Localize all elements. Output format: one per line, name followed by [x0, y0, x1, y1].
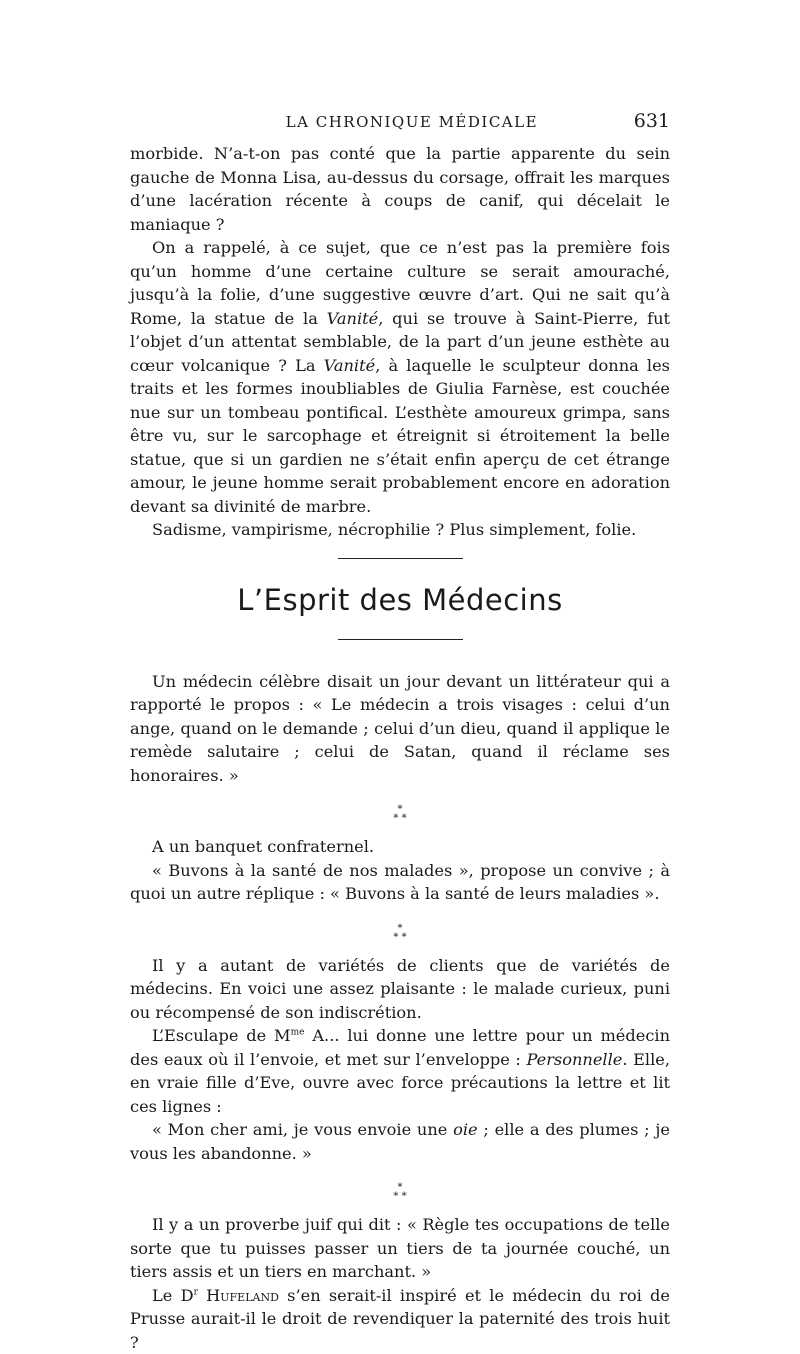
section-heading: L’Esprit des Médecins [130, 583, 670, 617]
asterism: * * * [130, 1183, 670, 1201]
small-caps-name: Hufeland [206, 1286, 279, 1305]
italic-word: Personnelle [526, 1050, 622, 1069]
running-title: LA CHRONIQUE MÉDICALE [130, 113, 634, 131]
text-run: ; elle a des plumes ; je vous les abandonne. » [130, 1120, 670, 1163]
text-run: A... lui donne une lettre pour un médecin des eaux où il l’envoie, et met sur l’enveloppe : [130, 1026, 670, 1069]
divider-rule [338, 639, 463, 640]
asterism: * * * [130, 805, 670, 823]
paragraph: morbide. N’a-t-on pas conté que la partie apparente du sein gauche de Monna Lisa, au-dessus du corsage, offrait les marques d’une lacération récente à coups de canif, qui décelait le maniaque ? [130, 142, 670, 236]
paragraph: Il y a autant de variétés de clients que de variétés de médecins. En voici une assez plaisante : le malade curieux, puni ou récompensé de son indiscrétion. [130, 954, 670, 1025]
paragraph: Il y a un proverbe juif qui dit : « Règle tes occupations de telle sorte que tu puisses passer un tiers de ta journée couché, un tiers assis et un tiers en marchant. » [130, 1213, 670, 1284]
running-header [130, 110, 670, 132]
superscript: r [194, 1287, 198, 1297]
paragraph: Un médecin célèbre disait un jour devant un littérateur qui a rapporté le propos : « Le médecin a trois visages : celui d’un ange, quand on le demande ; celui d’un dieu, quand il applique le remède salutaire ; celui de Satan, quand il réclame ses honoraires. » [130, 670, 670, 788]
text-run: « Mon cher ami, je vous envoie une [152, 1120, 453, 1139]
paragraph: « Buvons à la santé de nos malades », propose un convive ; à quoi un autre réplique : « Buvons à la santé de leurs maladies ». [130, 859, 670, 906]
text-run: , qui se trouve à Saint-Pierre, fut l’objet d’un attentat semblable, de la part d’un jeune esthète au cœur volcanique ? La [130, 309, 670, 375]
text-run: Le D [152, 1286, 194, 1305]
text-run: L’Esculape de M [152, 1026, 291, 1045]
italic-title: Vanité [324, 356, 376, 375]
paragraph [130, 1024, 670, 1118]
text-run: . Elle, en vraie fille d’Eve, ouvre avec force précautions la lettre et lit ces lignes : [130, 1050, 670, 1116]
text-run: , à laquelle le sculpteur donna les traits et les formes inoubliables de Giulia Farnèse, est couchée nue sur un tombeau pontifical. L’esthète amoureux grimpa, sans être vu, sur le sarcophage et étreignit si étroitement la belle statue, que si un gardien ne s’était enfin aperçu de cet étrange amour, le jeune homme serait probablement encore en adoration devant sa divinité de marbre. [130, 356, 670, 516]
paragraph: Sadisme, vampirisme, nécrophilie ? Plus simplement, folie. [130, 518, 670, 542]
paragraph: A un banquet confraternel. [130, 835, 670, 859]
text-run: s’en serait-il inspiré et le médecin du roi de Prusse aurait-il le droit de revendiquer la paternité des trois huit ? [130, 1286, 670, 1352]
text-run: On a rappelé, à ce sujet, que ce n’est pas la première fois qu’un homme d’une certaine culture se serait amouraché, jusqu’à la folie, d’une suggestive œuvre d’art. Qui ne sait qu’à Rome, la statue de la [130, 238, 670, 328]
divider-rule [338, 558, 463, 559]
italic-word: oie [453, 1120, 478, 1139]
italic-title: Vanité [327, 309, 379, 328]
paragraph [130, 1118, 670, 1165]
superscript: me [291, 1028, 305, 1038]
paragraph [130, 236, 670, 518]
paragraph [130, 1284, 670, 1354]
page-number: 631 [634, 110, 670, 132]
asterism: * * * [130, 924, 670, 942]
